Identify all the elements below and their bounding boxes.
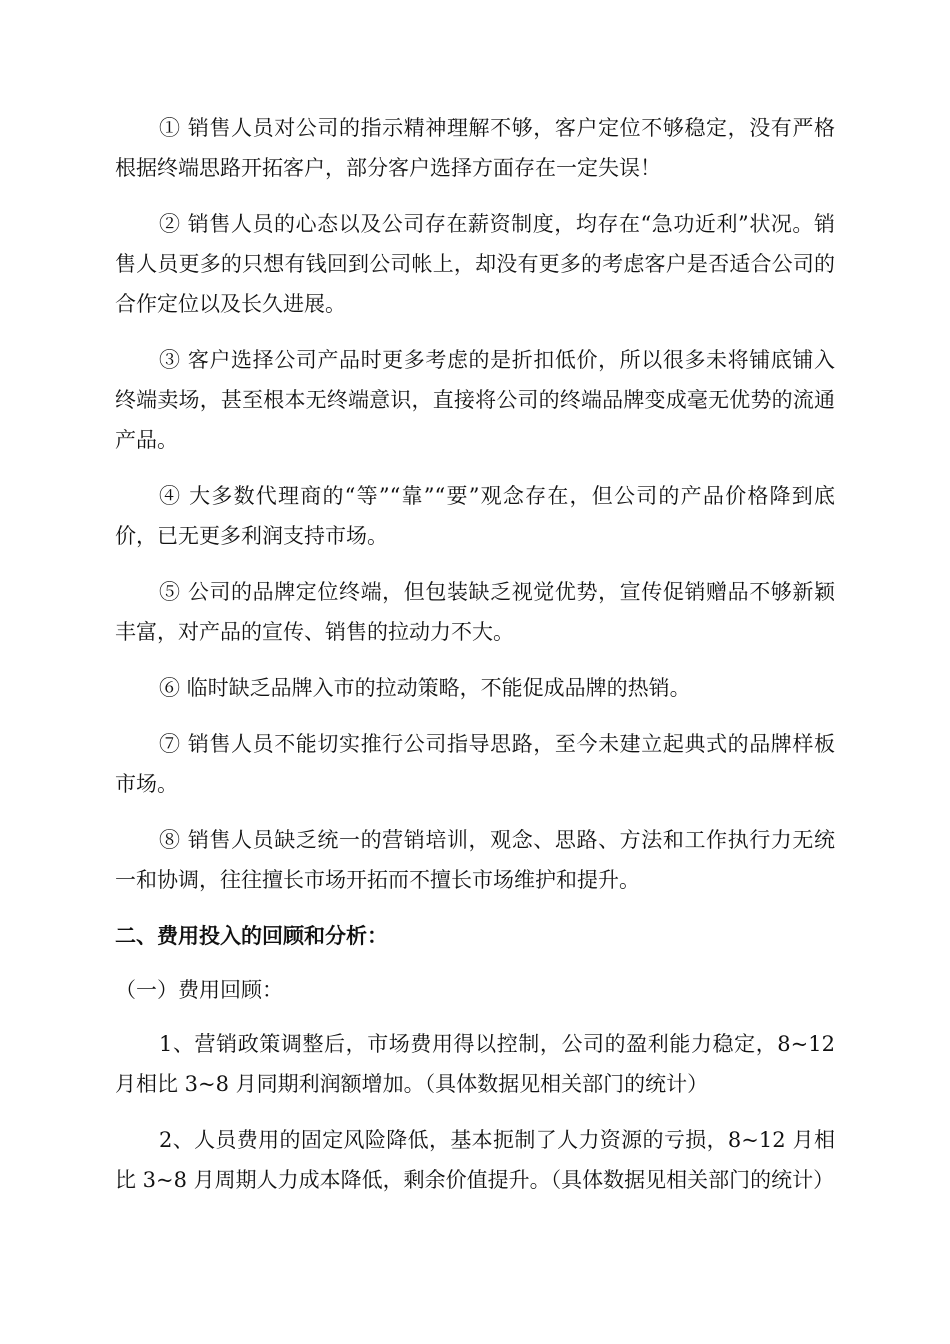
section-heading: 二、费用投入的回顾和分析： [115,923,388,948]
review-item-2: 2、人员费用的固定风险降低，基本扼制了人力资源的亏损，8~12 月相比 3~8 月周期人力成本降低，剩余价值提升。（具体数据见相关部门的统计） [115,1128,835,1192]
paragraph-1: ① 销售人员对公司的指示精神理解不够，客户定位不够稳定，没有严格根据终端思路开拓客户，部分客户选择方面存在一定失误！ [115,116,835,180]
paragraph-8: ⑧ 销售人员缺乏统一的营销培训，观念、思路、方法和工作执行力无统一和协调，往往擅长市场开拓而不擅长市场维护和提升。 [115,828,835,892]
document-body [115,108,835,1216]
review-item-1: 1、营销政策调整后，市场费用得以控制，公司的盈利能力稳定，8~12 月相比 3~8 月同期利润额增加。（具体数据见相关部门的统计） [115,1032,835,1096]
paragraph-5: ⑤ 公司的品牌定位终端，但包装缺乏视觉优势，宣传促销赠品不够新颖丰富，对产品的宣传、销售的拉动力不大。 [115,580,835,644]
paragraph-7: ⑦ 销售人员不能切实推行公司指导思路，至今未建立起典式的品牌样板市场。 [115,732,835,796]
paragraph-6: ⑥ 临时缺乏品牌入市的拉动策略，不能促成品牌的热销。 [159,676,691,700]
subsection-heading: （一）费用回顾： [115,978,283,1002]
paragraph-2: ② 销售人员的心态以及公司存在薪资制度，均存在“急功近利”状况。销售人员更多的只想有钱回到公司帐上，却没有更多的考虑客户是否适合公司的合作定位以及长久进展。 [115,212,835,316]
paragraph-4: ④ 大多数代理商的“等”“靠”“要”观念存在，但公司的产品价格降到底价，已无更多利润支持市场。 [115,484,835,548]
paragraph-3: ③ 客户选择公司产品时更多考虑的是折扣低价，所以很多未将铺底铺入终端卖场，甚至根本无终端意识，直接将公司的终端品牌变成毫无优势的流通产品。 [115,348,835,452]
